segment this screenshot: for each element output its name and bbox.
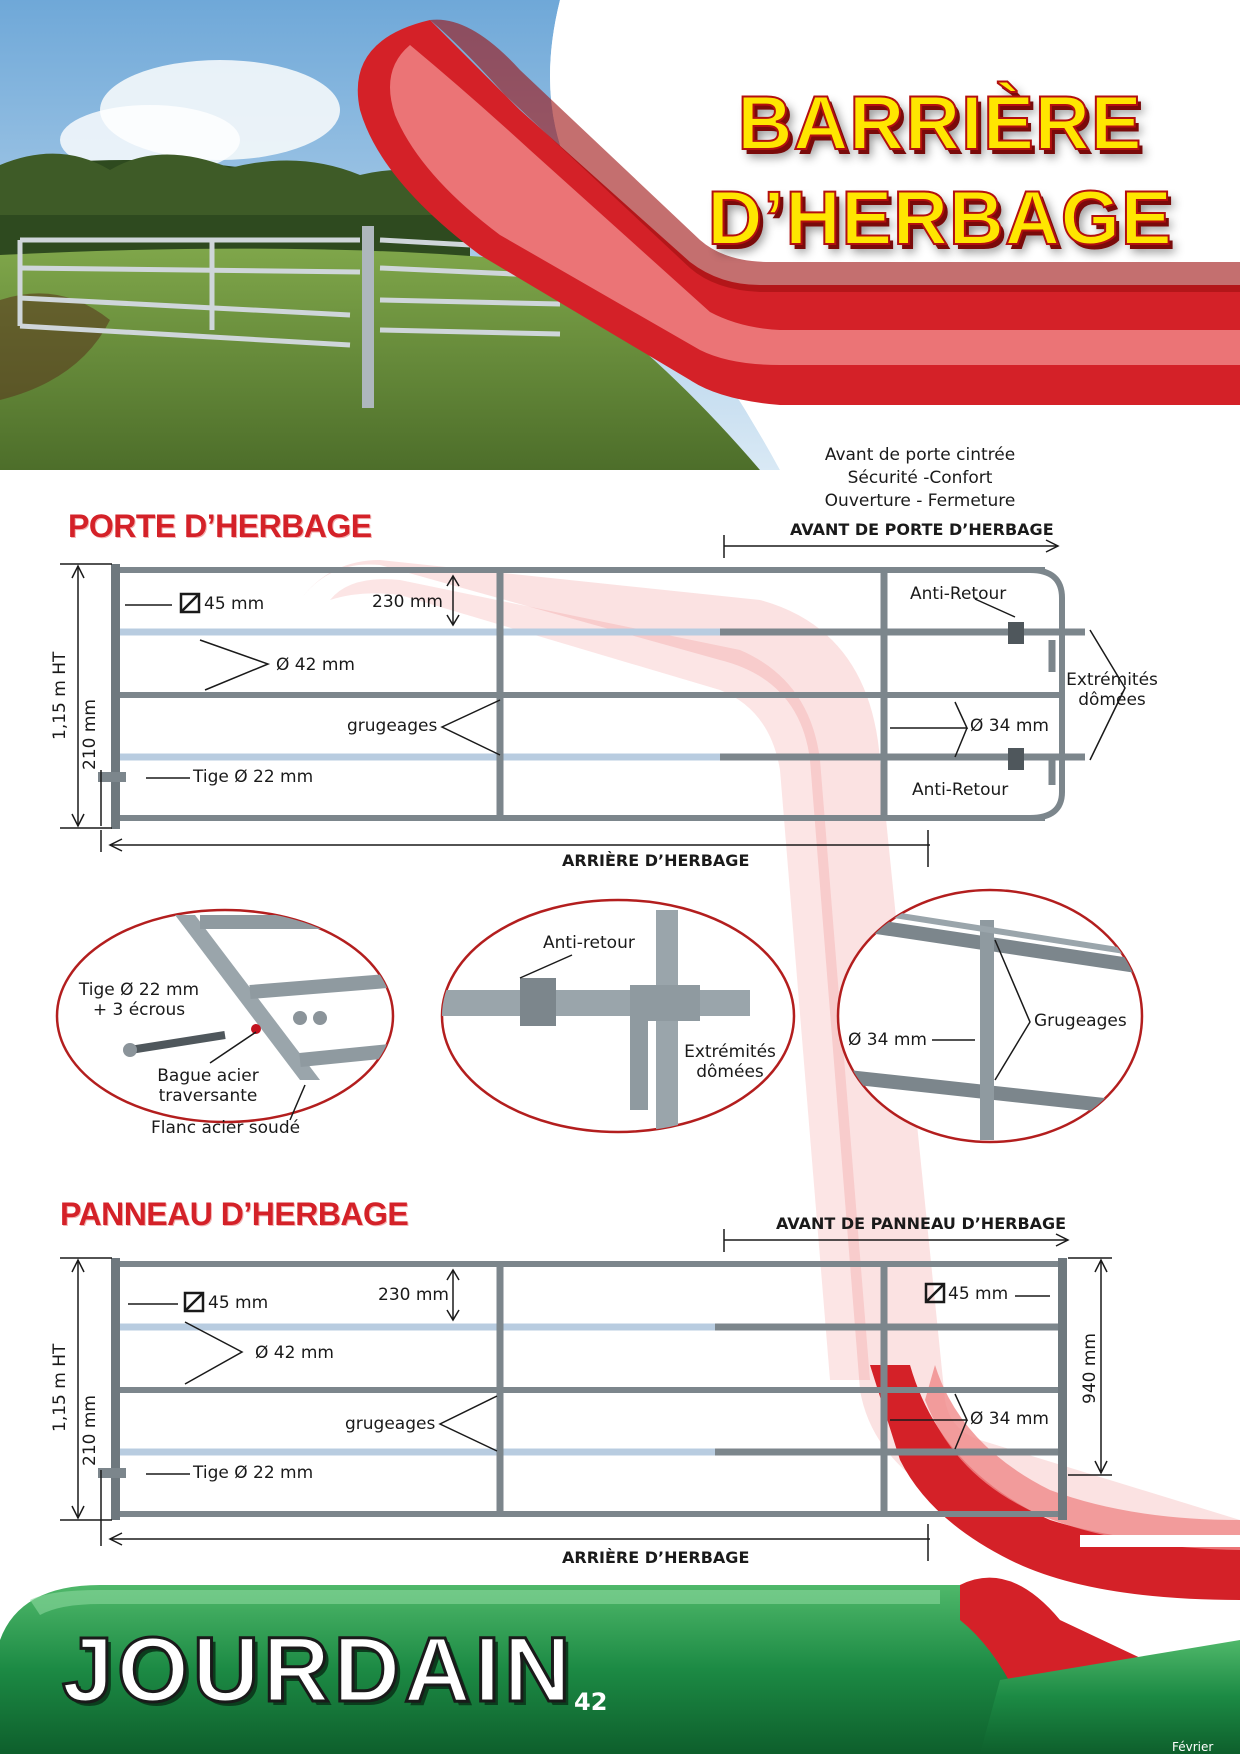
issue-month: Février [1172, 1740, 1214, 1754]
panneau-bottom-label: 210 mm [80, 1395, 100, 1466]
porte-extremites-line-2: dômées [1078, 690, 1146, 710]
porte-tige-label: Tige Ø 22 mm [193, 767, 314, 787]
porte-tube42-label: Ø 42 mm [276, 655, 355, 675]
detail3-grugeages-label: Grugeages [1034, 1011, 1127, 1031]
porte-extremites-label [1062, 670, 1162, 710]
intro-line-2: Sécurité -Confort [847, 468, 993, 488]
porte-anti-retour-top: Anti-Retour [910, 584, 1007, 604]
intro-text [780, 444, 1060, 513]
panneau-square-right-label: 45 mm [948, 1284, 1009, 1304]
panneau-tube42-label: Ø 42 mm [255, 1343, 334, 1363]
jourdain-logo: JOURDAIN [62, 1619, 575, 1721]
porte-extremites-line-1: Extrémités [1066, 670, 1158, 690]
porte-avant-label: AVANT DE PORTE D’HERBAGE [790, 520, 1054, 539]
panneau-avant-label: AVANT DE PANNEAU D’HERBAGE [776, 1214, 1067, 1233]
detail1-bague-line-2: traversante [158, 1086, 258, 1106]
title-line-2: D’HERBAGE [707, 176, 1173, 261]
detail3-tube-label: Ø 34 mm [848, 1030, 927, 1050]
detail1-flanc-label: Flanc acier soudé [151, 1118, 301, 1138]
panneau-diagram [60, 1229, 1112, 1561]
porte-tube34-label: Ø 34 mm [970, 716, 1049, 736]
detail2-extremites-line-1: Extrémités [684, 1042, 776, 1062]
detail1-tige-line-1: Tige Ø 22 mm [78, 980, 200, 1000]
intro-line-3: Ouverture - Fermeture [824, 491, 1016, 511]
porte-heading: PORTE D’HERBAGE [68, 508, 372, 544]
panneau-heading: PANNEAU D’HERBAGE [60, 1196, 409, 1232]
porte-height-label: 1,15 m HT [50, 651, 70, 740]
panneau-height-label: 1,15 m HT [50, 1343, 70, 1432]
porte-anti-retour-bottom: Anti-Retour [912, 780, 1009, 800]
panneau-square-left-label: 45 mm [208, 1293, 269, 1313]
panneau-grugeages-label: grugeages [345, 1414, 436, 1434]
detail1-tige-line-2: + 3 écrous [92, 1000, 186, 1020]
porte-arriere-label: ARRIÈRE D’HERBAGE [562, 851, 750, 870]
detail1-bague-label [148, 1066, 268, 1106]
porte-bottom-label: 210 mm [80, 699, 100, 770]
detail2-anti-retour-label: Anti-retour [543, 933, 635, 953]
panneau-right-height-label: 940 mm [1080, 1333, 1100, 1404]
porte-square-label: 45 mm [204, 594, 265, 614]
porte-grugeages-label: grugeages [347, 716, 438, 736]
detail2-extremites-label [680, 1042, 780, 1082]
page-number: 42 [574, 1688, 608, 1716]
detail2-extremites-line-2: dômées [696, 1062, 764, 1082]
panneau-spacing-label: 230 mm [378, 1285, 449, 1305]
detail1-bague-line-1: Bague acier [157, 1066, 259, 1086]
detail1-tige-label [74, 980, 204, 1020]
title-line-1: BARRIÈRE [737, 81, 1143, 166]
panneau-tige-label: Tige Ø 22 mm [193, 1463, 314, 1483]
panneau-arriere-label: ARRIÈRE D’HERBAGE [562, 1548, 750, 1567]
intro-line-1: Avant de porte cintrée [824, 445, 1016, 465]
panneau-tube34-label: Ø 34 mm [970, 1409, 1049, 1429]
porte-spacing-label: 230 mm [372, 592, 443, 612]
